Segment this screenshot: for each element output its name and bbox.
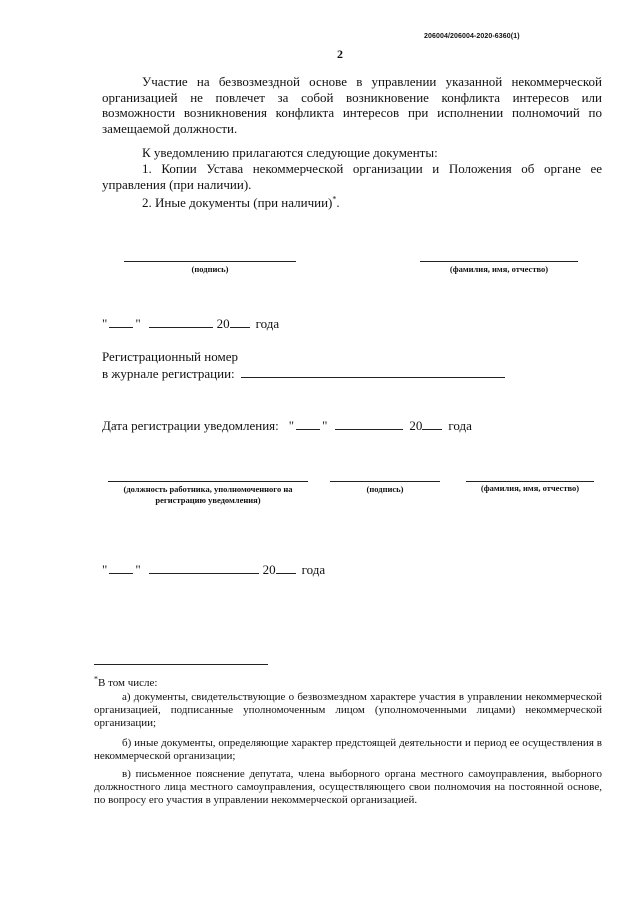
- official-signature-line: [330, 481, 440, 482]
- registration-date-label: Дата регистрации уведомления:: [102, 418, 279, 433]
- signature-line: [124, 261, 296, 262]
- day-blank: [296, 429, 320, 430]
- quote-open: ": [288, 418, 295, 433]
- position-line: [108, 481, 308, 482]
- month-blank: [149, 327, 213, 328]
- year-blank: [422, 429, 442, 430]
- registration-label-2: [102, 366, 505, 382]
- position-caption: (должность работника, уполномоченного на регистрацию уведомления): [123, 484, 293, 505]
- quote-open: ": [102, 562, 108, 577]
- footnote-mark: *: [332, 194, 337, 204]
- registration-label-2-text: в журнале регистрации:: [102, 366, 235, 381]
- quote-open: ": [102, 316, 108, 331]
- date-line-1: [102, 316, 279, 332]
- date-line-2: [102, 562, 325, 578]
- attachment-item-2-text: 2. Иные документы (при наличии): [142, 195, 333, 210]
- official-name-line: [466, 481, 594, 482]
- month-blank: [335, 429, 403, 430]
- year-prefix: 20: [262, 562, 276, 577]
- footnote-item-a: а) документы, свидетельствующие о безвозмездном характере участия в управлении некоммерческой организацией, подписанные уполномоченным лицом (уполномоченными лицами) некоммерческой организации;: [94, 691, 602, 730]
- official-signature-caption: (подпись): [366, 484, 404, 494]
- quote-close: ": [135, 316, 141, 331]
- registration-label-1: Регистрационный номер: [102, 349, 238, 364]
- page-number: 2: [337, 47, 343, 61]
- year-blank: [230, 327, 250, 328]
- footnote-separator: [94, 664, 268, 665]
- registration-date-line: [102, 418, 472, 434]
- year-blank: [276, 573, 296, 574]
- paragraph-attachments: К уведомлению прилагаются следующие документы:: [142, 145, 438, 160]
- month-blank: [149, 573, 259, 574]
- footnote-item-c: в) письменное пояснение депутата, члена выборного органа местного самоуправления, выборного должностного лица местного самоуправления, осуществляющего свои полномочия на постоянной основе, по вопросу его участия в управлении некоммерческой организацией.: [94, 768, 602, 807]
- day-blank: [109, 327, 133, 328]
- attachment-item-2-end: .: [336, 195, 340, 210]
- quote-close: ": [135, 562, 141, 577]
- footnote-mark: *: [94, 674, 98, 684]
- year-prefix: 20: [216, 316, 230, 331]
- attachment-item-2: [102, 195, 602, 211]
- day-blank: [109, 573, 133, 574]
- registration-number-blank: [241, 377, 505, 378]
- year-word: года: [301, 562, 326, 577]
- quote-close: ": [322, 418, 328, 433]
- year-word: года: [255, 316, 280, 331]
- official-name-caption: (фамилия, имя, отчество): [480, 483, 580, 493]
- attachment-item-1: 1. Копии Устава некоммерческой организации и Положения об органе ее управления (при наличии).: [102, 161, 602, 192]
- footnote-item-b: б) иные документы, определяющие характер предстоящей деятельности и период ее осуществления в некоммерческой организации;: [94, 737, 602, 763]
- name-caption: (фамилия, имя, отчество): [449, 264, 549, 274]
- name-line: [420, 261, 578, 262]
- paragraph-no-conflict: Участие на безвозмездной основе в управлении указанной некоммерческой организацией не повлечет за собой возникновение конфликта интересов или возможности возникновения конфликта интересов при исполнении полномочий по замещаемой должности.: [102, 74, 602, 136]
- year-word: года: [448, 418, 472, 433]
- footnote-intro-text: В том числе:: [98, 677, 158, 689]
- footnote-intro: [94, 674, 602, 690]
- document-number: 206004/206004-2020-6360(1): [424, 33, 520, 40]
- signature-caption: (подпись): [191, 264, 229, 274]
- year-prefix: 20: [409, 418, 423, 433]
